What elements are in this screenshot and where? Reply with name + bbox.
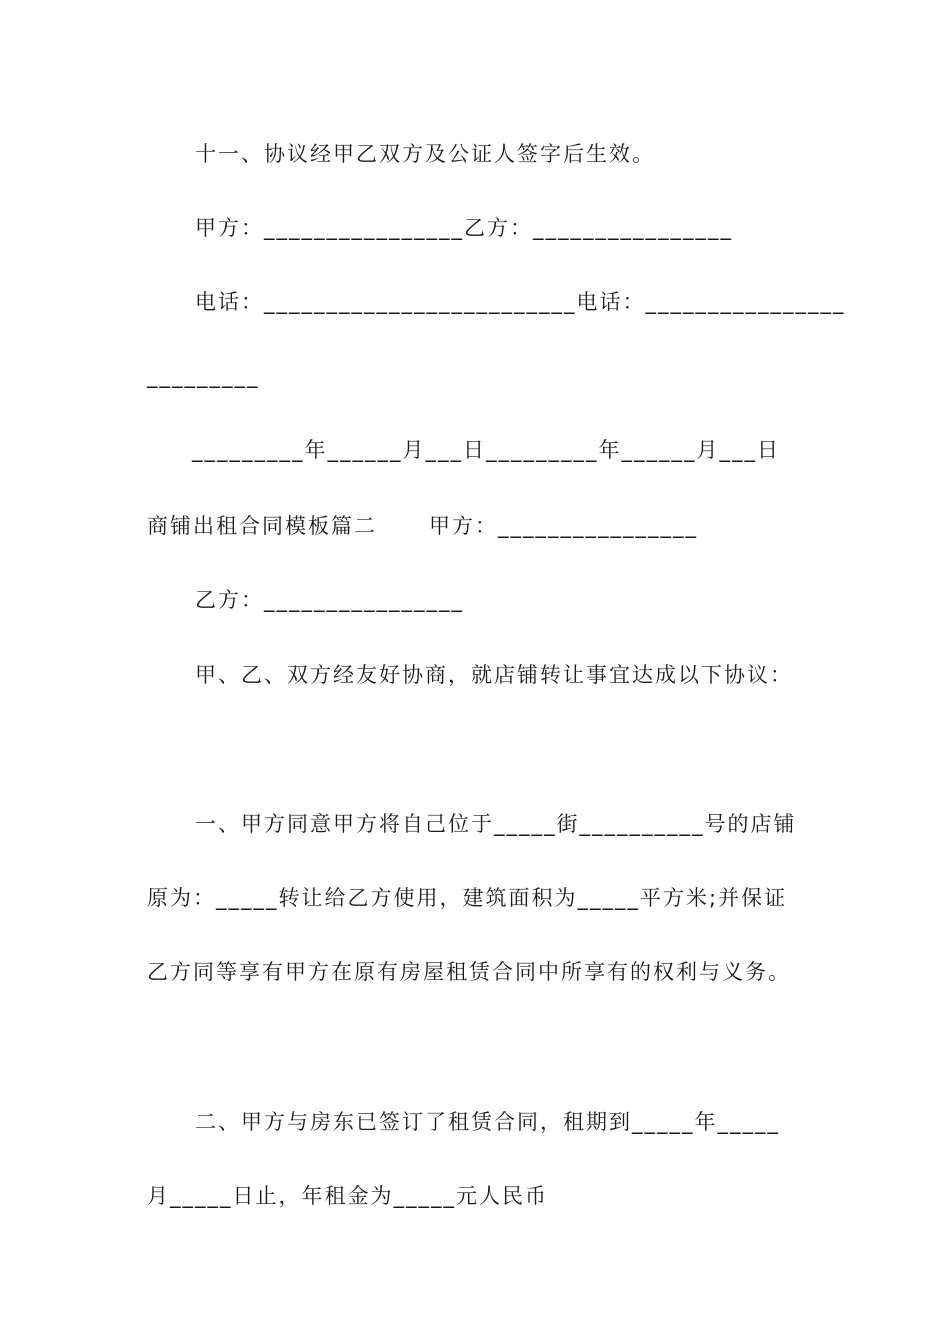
- clause-one-line-3: 乙方同等享有甲方在原有房屋租赁合同中所享有的权利与义务。: [147, 960, 791, 984]
- clause-two-line-1: 二、甲方与房东已签订了租赁合同，租期到_____年_____: [195, 1110, 780, 1134]
- phone-line: 电话：_________________________电话：________________: [195, 290, 846, 314]
- section-title-and-party-a: 商铺出租合同模板篇二 甲方：________________: [147, 514, 699, 538]
- agreement-intro: 甲、乙、双方经友好协商，就店铺转让事宜达成以下协议：: [195, 663, 793, 687]
- party-a-b-signature-line: 甲方：________________乙方：________________: [195, 216, 733, 240]
- date-line: _________年______月___日_________年______月___日: [192, 438, 780, 462]
- party-b-line: 乙方：________________: [195, 588, 464, 612]
- phone-line-continuation: _________: [147, 364, 260, 388]
- clause-two-line-2: 月_____日止，年租金为_____元人民币: [147, 1184, 548, 1208]
- clause-one-line-2: 原为：_____转让给乙方使用，建筑面积为_____平方米;并保证: [147, 886, 788, 910]
- clause-one-line-1: 一、甲方同意甲方将自己位于_____街__________号的店铺: [195, 812, 797, 836]
- clause-eleven: 十一、协议经甲乙双方及公证人签字后生效。: [195, 142, 655, 166]
